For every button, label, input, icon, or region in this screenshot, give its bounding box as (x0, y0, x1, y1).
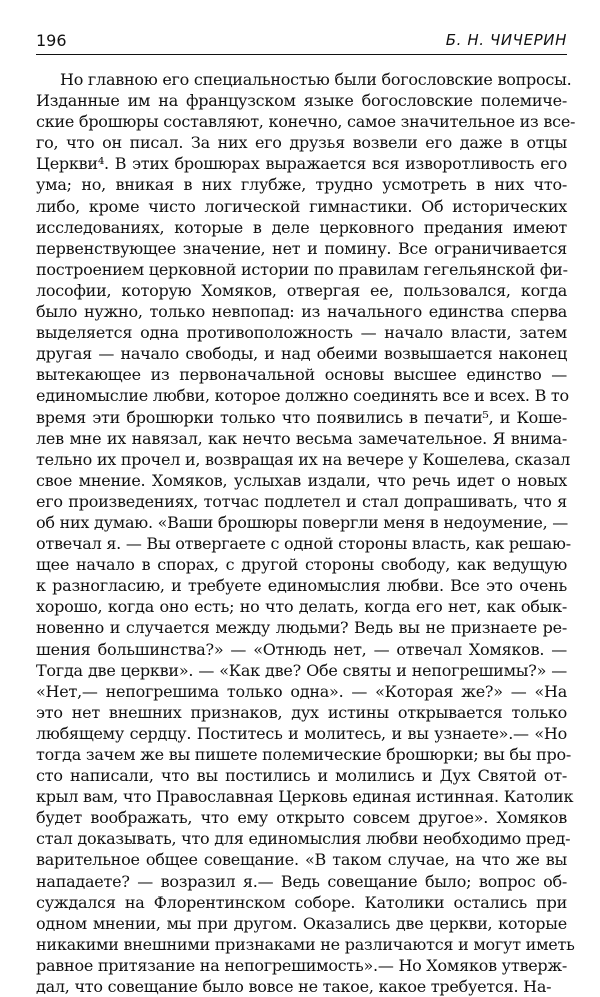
text-line: исследованиях, которые в деле церковного предания имеют (36, 217, 567, 237)
text-line: свое мнение. Хомяков, услыхав издали, что речь идет о новых (36, 470, 567, 490)
page-header (36, 30, 567, 55)
text-line: лософии, которую Хомяков, отвергая ее, пользовался, когда (36, 280, 567, 300)
text-line: новенно и случается между людьми? Ведь вы не признаете ре- (36, 618, 567, 638)
text-line: хорошо, когда оно есть; но что делать, когда его нет, как обык- (36, 597, 567, 617)
text-line: одном мнении, мы при другом. Оказались две церкви, которые (36, 913, 567, 933)
text-line: крыл вам, что Православная Церковь единая истинная. Католик (36, 787, 574, 807)
text-line: стал доказывать, что для единомыслия любви необходимо пред- (36, 829, 571, 849)
text-line: единомыслие любви, которое должно соединять все и всех. В то (36, 386, 569, 406)
text-line: время эти брошюрки только что появились в печати⁵, и Коше- (36, 407, 567, 427)
page-number: 196 (36, 31, 67, 50)
text-line: варительное общее совещание. «В таком случае, на что же вы (36, 850, 567, 870)
text-line: дал, что совещание было вовсе не такое, какое требуется. На- (36, 977, 552, 997)
text-line: это нет внешних признаков, дух истины открывается только (36, 702, 567, 722)
text-line: первенствующее значение, нет и помину. Все ограничивается (36, 238, 567, 258)
text-line: любящему сердцу. Поститесь и молитесь, и вы узнаете».— «Но (36, 723, 567, 743)
text-line: щее начало в спорах, с другой стороны свободу, как ведущую (36, 555, 567, 575)
text-line: нападаете? — возразил я.— Ведь совещание было; вопрос об- (36, 871, 567, 891)
text-line: либо, кроме чисто логической гимнастики. Об исторических (36, 196, 567, 216)
text-line: лев мне их навязал, как нечто весьма замечательное. Я внима- (36, 428, 567, 448)
text-line: тельно их прочел и, возвращая их на вечере у Кошелева, сказал (36, 449, 571, 469)
text-line: к разногласию, и требуете единомыслия любви. Все это очень (36, 576, 567, 596)
text-line: построением церковной истории по правилам гегельянской фи- (36, 259, 568, 279)
text-line: ума; но, вникая в них глубже, трудно усмотреть в них что- (36, 175, 567, 195)
text-line: сто написали, что вы постились и молились и Дух Святой от- (36, 766, 567, 786)
text-line: ские брошюры составляют, конечно, самое значительное из все- (36, 112, 576, 132)
text-line: Изданные им на французском языке богословские полемиче- (36, 91, 567, 111)
text-line: об них думаю. «Ваши брошюры повергли меня в недоумение, — (36, 512, 569, 532)
text-line: Тогда две церкви». — «Как две? Обе святы и непогрешимы?» — (36, 660, 567, 680)
text-line: никакими внешними признаками не различаются и могут иметь (36, 934, 575, 954)
text-line: было нужно, только невпопад: из начального единства сперва (36, 302, 567, 322)
text-line: го, что он писал. За них его друзья возвели его даже в отцы (36, 133, 567, 153)
text-line: его произведениях, тотчас подлетел и стал допрашивать, что я (36, 491, 567, 511)
text-line: будет воображать, что ему открыто совсем другое». Хомяков (36, 808, 567, 828)
text-line: отвечал я. — Вы отвергаете с одной стороны власть, как решаю- (36, 534, 571, 554)
text-line: выделяется одна противоположность — начало власти, затем (36, 323, 567, 343)
text-line: другая — начало свободы, и над обеими возвышается наконец (36, 344, 567, 364)
book-page (36, 30, 576, 997)
text-line: шения большинства?» — «Отнюдь нет, — отвечал Хомяков. — (36, 639, 567, 659)
text-line: Церкви⁴. В этих брошюрах выражается вся изворотливость его (36, 154, 567, 174)
body-text (36, 69, 576, 997)
text-line: вытекающее из первоначальной основы высшее единство — (36, 365, 567, 385)
text-line: суждался на Флорентинском соборе. Католики остались при (36, 892, 567, 912)
text-line: тогда зачем же вы пишете полемические брошюрки; вы бы про- (36, 745, 572, 764)
text-line: Но главною его специальностью были богословские вопросы. (60, 70, 572, 89)
text-line: равное притязание на непогрешимость».— Но Хомяков утверж- (36, 955, 568, 975)
text-line: «Нет,— непогрешима только одна». — «Которая же?» — «На (36, 681, 567, 701)
running-head: Б. Н. ЧИЧЕРИН (445, 31, 567, 49)
